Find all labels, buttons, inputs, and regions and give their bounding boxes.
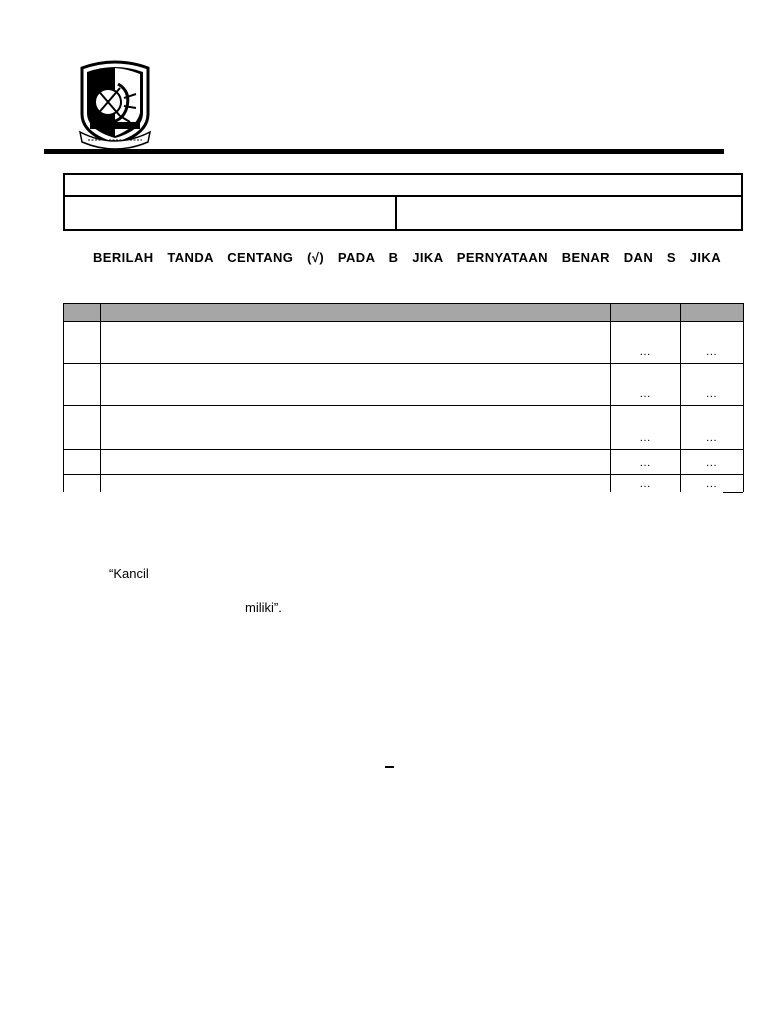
- row-statement: [101, 475, 611, 492]
- identity-box: [63, 173, 743, 231]
- passage-line-2: miliki”.: [245, 600, 282, 615]
- header-no: [64, 304, 101, 322]
- answer-s-cell[interactable]: …: [680, 450, 743, 475]
- header-rule: [44, 149, 724, 154]
- table-row: [64, 364, 744, 406]
- row-number: [64, 450, 101, 475]
- answer-b-cell[interactable]: …: [611, 364, 680, 406]
- row-statement: [101, 322, 611, 364]
- header-b: [611, 304, 680, 322]
- passage-line-1: “Kancil: [109, 566, 149, 581]
- row-number: [64, 406, 101, 450]
- answer-b-cell[interactable]: …: [611, 450, 680, 475]
- page-dash: [385, 766, 394, 768]
- identity-divider: [395, 195, 397, 229]
- row-number: [64, 364, 101, 406]
- row-statement: [101, 406, 611, 450]
- row-statement: [101, 450, 611, 475]
- answer-b-cell[interactable]: …: [611, 322, 680, 364]
- regional-crest-icon: [74, 58, 156, 150]
- answer-b-cell[interactable]: …: [611, 406, 680, 450]
- header-statement: [101, 304, 611, 322]
- answer-s-cell[interactable]: …: [680, 475, 743, 492]
- row-number: [64, 475, 101, 492]
- table-tail-line: [723, 492, 743, 493]
- identity-row-top: [65, 175, 741, 197]
- instruction-text: BERILAH TANDA CENTANG (√) PADA B JIKA PERNYATAAN BENAR DAN S JIKA: [93, 250, 721, 265]
- row-statement: [101, 364, 611, 406]
- table-row: [64, 450, 744, 475]
- table-row: [64, 406, 744, 450]
- question-table: [63, 303, 744, 492]
- table-header-row: [64, 304, 744, 322]
- answer-s-cell[interactable]: …: [680, 322, 743, 364]
- row-number: [64, 322, 101, 364]
- header-s: [680, 304, 743, 322]
- table-row: [64, 322, 744, 364]
- answer-b-cell[interactable]: …: [611, 475, 680, 492]
- answer-s-cell[interactable]: …: [680, 364, 743, 406]
- answer-s-cell[interactable]: …: [680, 406, 743, 450]
- table-row: [64, 475, 744, 492]
